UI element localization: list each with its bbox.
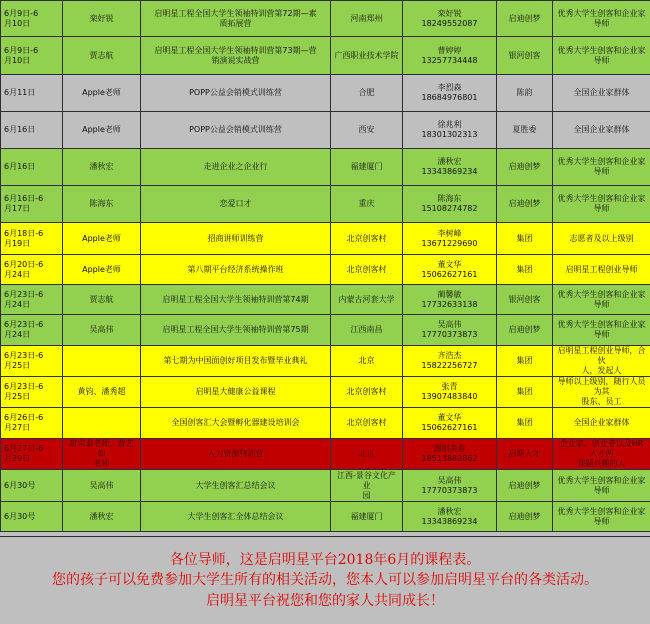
table-row [1, 439, 650, 470]
location-cell: 重庆 [331, 186, 403, 223]
organizer-cell: 夏胜委 [497, 112, 553, 149]
audience-cell: 全国企业家群体 [553, 408, 650, 439]
course-cell: 启明星工程全国大学生领袖特训营第73期—营 销演说实战营 [141, 37, 331, 75]
note-line-2: 您的孩子可以免费参加大学生所有的相关活动，您本人可以参加启明星平台的各类活动。 [52, 570, 598, 590]
teacher-cell: 贾志航 [63, 37, 141, 75]
course-cell: POPP公益会销模式训练营 [141, 75, 331, 112]
audience-cell: 优秀大学生创客和企业家导师 [553, 37, 650, 75]
date-cell: 6月16日 [1, 112, 63, 149]
table-row [1, 346, 650, 377]
date-cell: 6月16日-6 月17日 [1, 186, 63, 223]
audience-cell: 全国企业家群体 [553, 112, 650, 149]
table-row [1, 377, 650, 408]
table-row [1, 223, 650, 255]
course-cell: 第七期为中国面创好项目发布暨毕业典礼 [141, 346, 331, 377]
location-cell: 广西职业技术学院 [331, 37, 403, 75]
audience-cell: 优秀大学生创客和企业家导师 [553, 149, 650, 186]
date-cell: 6月26日-6 月27日 [1, 408, 63, 439]
location-cell: 内蒙古河套大学 [331, 285, 403, 315]
table-row [1, 1, 650, 37]
organizer-cell: 集团 [497, 408, 553, 439]
date-cell: 6月23日-6 月25日 [1, 377, 63, 408]
location-cell: 江西-景谷文化产业 园 [331, 470, 403, 502]
course-cell: 人力资源特训营 [141, 439, 331, 470]
teacher-cell: Apple老师 [63, 112, 141, 149]
teacher-cell: 黄钧、潘秀超 [63, 377, 141, 408]
contact-cell: 曹婷婷 13257734448 [403, 37, 497, 75]
teacher-cell: 吴高伟 [63, 470, 141, 502]
date-cell: 6月30号 [1, 502, 63, 532]
course-cell: 第八期平台经济系统操作班 [141, 255, 331, 285]
course-cell: 启明星工程全国大学生领袖特训营第72期—素 质拓展营 [141, 1, 331, 37]
date-cell: 6月11日 [1, 75, 63, 112]
contact-cell: 董文华 15062627161 [403, 408, 497, 439]
audience-cell: 优秀大学生创客和企业家导师 [553, 285, 650, 315]
organizer-cell: 集团 [497, 346, 553, 377]
table-row [1, 112, 650, 149]
contact-cell: 董文华 15062627161 [403, 255, 497, 285]
organizer-cell: 陈韵 [497, 75, 553, 112]
audience-cell: 导师以上级别，随行人员为其 股东、员工 [553, 377, 650, 408]
date-cell: 6月9日-6 月10日 [1, 1, 63, 37]
teacher-cell: 栾好锐 [63, 1, 141, 37]
organizer-cell: 启斯人才 [497, 439, 553, 470]
location-cell: 河南郑州 [331, 1, 403, 37]
organizer-cell: 集团 [497, 377, 553, 408]
teacher-cell: 唐宗泰老师、曹艺如 老师 [63, 439, 141, 470]
contact-cell: 吴高伟 17770373873 [403, 315, 497, 346]
teacher-cell: 潘秋宏 [63, 502, 141, 532]
location-cell: 北京创客村 [331, 223, 403, 255]
location-cell: 江西南昌 [331, 315, 403, 346]
table-row [1, 186, 650, 223]
course-cell: 大学生创客汇总结会议 [141, 470, 331, 502]
table-row [1, 408, 650, 439]
organizer-cell: 集团 [497, 255, 553, 285]
table-row [1, 37, 650, 75]
organizer-cell: 启迪创梦 [497, 1, 553, 37]
contact-cell: 谢刚美春 18513882862 [403, 439, 497, 470]
date-cell: 6月23日-6 月24日 [1, 285, 63, 315]
organizer-cell: 银河创客 [497, 37, 553, 75]
teacher-cell: 潘秋宏 [63, 149, 141, 186]
location-cell: 北京 [331, 439, 403, 470]
contact-cell: 徐兆利 18301302313 [403, 112, 497, 149]
table-row [1, 149, 650, 186]
teacher-cell: Apple老师 [63, 223, 141, 255]
location-cell: 北京创客村 [331, 255, 403, 285]
table-row [1, 255, 650, 285]
schedule-rows [1, 1, 650, 532]
location-cell: 北京 [331, 346, 403, 377]
location-cell: 福建厦门 [331, 149, 403, 186]
organizer-cell: 银河创客 [497, 285, 553, 315]
audience-cell: 全国企业家群体 [553, 75, 650, 112]
audience-cell: 企业家、创业者以及HR人才两 课题兴趣的人 [553, 439, 650, 470]
date-cell: 6月27日-6 月29日 [1, 439, 63, 470]
organizer-cell: 集团 [497, 223, 553, 255]
audience-cell: 启明星工程创业导师 [553, 255, 650, 285]
course-cell: 启明星工程全国大学生领袖特训营第74期 [141, 285, 331, 315]
contact-cell: 李树峰 13671229690 [403, 223, 497, 255]
audience-cell: 志愿者及以上级别 [553, 223, 650, 255]
audience-cell: 优秀大学生创客和企业家导师 [553, 470, 650, 502]
footer-note [0, 536, 650, 624]
note-line-1: 各位导师，这是启明星平台2018年6月的课程表。 [170, 550, 481, 570]
contact-cell: 潘秋宏 13343869234 [403, 502, 497, 532]
date-cell: 6月23日-6 月25日 [1, 346, 63, 377]
contact-cell: 栾好锐 18249552087 [403, 1, 497, 37]
contact-cell: 潘秋宏 13343869234 [403, 149, 497, 186]
date-cell: 6月9日-6 月10日 [1, 37, 63, 75]
course-cell: 启明星大健康公益课程 [141, 377, 331, 408]
organizer-cell: 启迪创梦 [497, 315, 553, 346]
location-cell: 北京创客村 [331, 377, 403, 408]
course-cell: 招商讲师训练营 [141, 223, 331, 255]
location-cell: 西安 [331, 112, 403, 149]
course-cell: 大学生创客汇全体总结会议 [141, 502, 331, 532]
date-cell: 6月20日-6 月24日 [1, 255, 63, 285]
course-cell: POPP公益会销模式训练营 [141, 112, 331, 149]
contact-cell: 陈海东 15108274782 [403, 186, 497, 223]
teacher-cell: 陈海东 [63, 186, 141, 223]
organizer-cell: 启迪创梦 [497, 186, 553, 223]
table-row [1, 315, 650, 346]
location-cell: 合肥 [331, 75, 403, 112]
organizer-cell: 启迪创梦 [497, 470, 553, 502]
teacher-cell [63, 408, 141, 439]
audience-cell: 优秀大学生创客和企业家导师 [553, 502, 650, 532]
teacher-cell: 吴高伟 [63, 315, 141, 346]
teacher-cell: 贾志航 [63, 285, 141, 315]
date-cell: 6月16日 [1, 149, 63, 186]
note-line-3: 启明星平台祝您和您的家人共同成长！ [206, 591, 444, 611]
teacher-cell: Apple老师 [63, 255, 141, 285]
teacher-cell [63, 346, 141, 377]
date-cell: 6月23日-6 月24日 [1, 315, 63, 346]
contact-cell: 李烈森 18684976801 [403, 75, 497, 112]
course-cell: 恋爱口才 [141, 186, 331, 223]
contact-cell: 齐浩杰 15822256727 [403, 346, 497, 377]
table-row [1, 502, 650, 532]
contact-cell: 蔺馨敏 17732633138 [403, 285, 497, 315]
date-cell: 6月18日-6 月19日 [1, 223, 63, 255]
audience-cell: 优秀大学生创客和企业家导师 [553, 315, 650, 346]
location-cell: 北京创客村 [331, 408, 403, 439]
audience-cell: 启明星工程创业导师，合伙 人，发起人 [553, 346, 650, 377]
course-cell: 走进企业之企业行 [141, 149, 331, 186]
course-cell: 启明星工程全国大学生领袖特训营第75期 [141, 315, 331, 346]
organizer-cell: 启迪创梦 [497, 502, 553, 532]
location-cell: 福建厦门 [331, 502, 403, 532]
organizer-cell: 启迪创梦 [497, 149, 553, 186]
teacher-cell: Apple老师 [63, 75, 141, 112]
audience-cell: 优秀大学生创客和企业家导师 [553, 1, 650, 37]
course-cell: 全国创客汇大会暨孵化器建设培训会 [141, 408, 331, 439]
date-cell: 6月30号 [1, 470, 63, 502]
table-row [1, 75, 650, 112]
contact-cell: 吴高伟 17770373873 [403, 470, 497, 502]
contact-cell: 张青 13907483840 [403, 377, 497, 408]
audience-cell: 优秀大学生创客和企业家导师 [553, 186, 650, 223]
table-row [1, 285, 650, 315]
table-row [1, 470, 650, 502]
